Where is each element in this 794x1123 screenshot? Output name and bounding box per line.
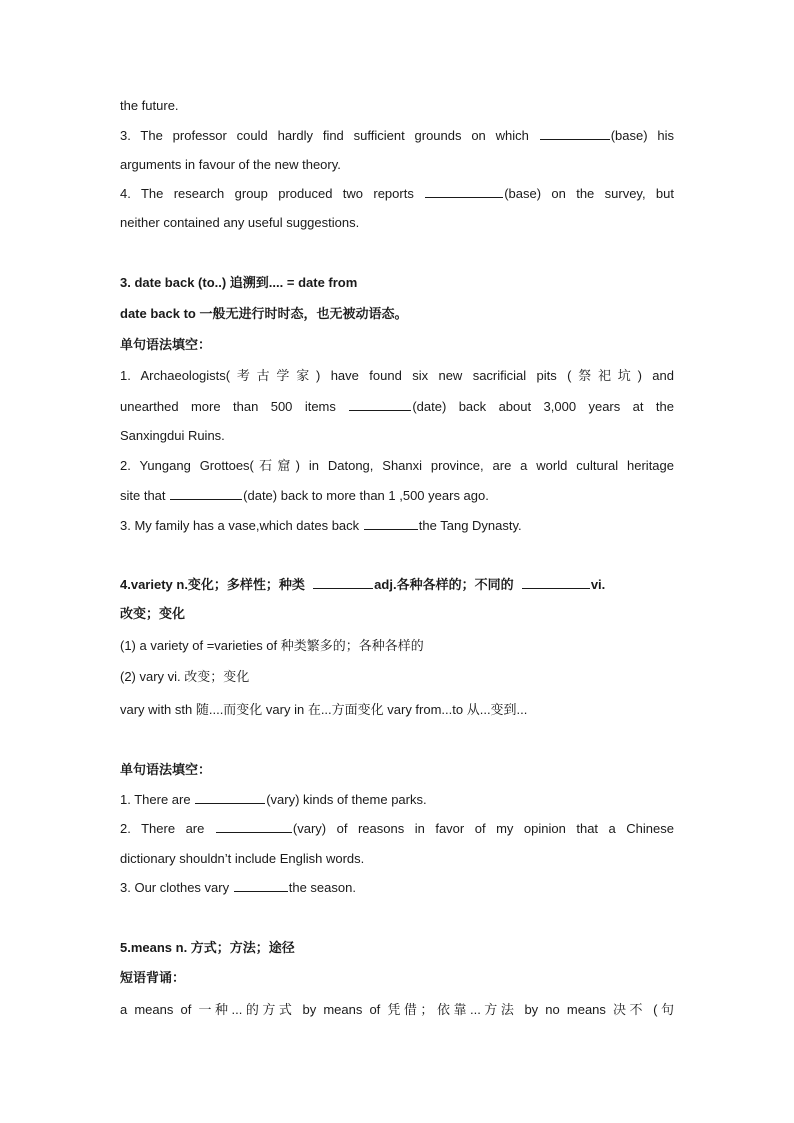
answer-blank[interactable] xyxy=(216,820,292,833)
exercise-item xyxy=(120,398,674,416)
text-line: (1) a variety of =varieties of 种类繁多的；各种各样的 xyxy=(120,638,424,653)
question-text: (vary) kinds of theme parks. xyxy=(266,792,427,807)
exercise-item xyxy=(120,879,674,897)
exercise-title: 单句语法填空： xyxy=(120,337,212,352)
exercise-item xyxy=(120,820,674,838)
answer-blank[interactable] xyxy=(425,185,503,198)
answer-blank[interactable] xyxy=(540,127,610,140)
text-line: neither contained any useful suggestions. xyxy=(120,215,360,230)
answer-blank[interactable] xyxy=(364,517,418,530)
recite-title: 短语背诵： xyxy=(120,970,186,985)
text-line: (2) vary vi. 改变；变化 xyxy=(120,669,250,684)
answer-blank[interactable] xyxy=(170,487,242,500)
text-line: Sanxingdui Ruins. xyxy=(120,428,225,443)
exercise-title: 单句语法填空： xyxy=(120,762,212,777)
question-text: 1. There are xyxy=(120,792,191,807)
question-text: 3. The professor could hardly find sufficient grounds on which xyxy=(120,128,529,143)
section-heading-cont: 改变；变化 xyxy=(120,606,186,621)
text-line: arguments in favour of the new theory. xyxy=(120,157,341,172)
question-text: 4. The research group produced two reports xyxy=(120,186,414,201)
section-heading: 5.means n. 方式；方法；途径 xyxy=(120,940,295,955)
exercise-item xyxy=(120,791,674,809)
question-text: (date) back to more than 1 ,500 years ago. xyxy=(243,488,489,503)
question-text: 2. There are xyxy=(120,821,205,836)
question-text: (vary) of reasons in favor of my opinion that a Chinese xyxy=(292,821,674,836)
question-text: the Tang Dynasty. xyxy=(418,518,522,533)
question-text: the season. xyxy=(288,880,356,895)
answer-blank[interactable] xyxy=(234,879,288,892)
text-line: dictionary shouldn’t include English words. xyxy=(120,851,365,866)
question-text: 3. Our clothes vary xyxy=(120,880,230,895)
question-text: unearthed more than 500 items xyxy=(120,399,336,414)
text-line: vary with sth 随....而变化 vary in 在...方面变化 vary from...to 从...变到... xyxy=(120,702,528,717)
question-hint: (base) on the survey, but xyxy=(504,186,674,201)
heading-part: 4.variety n.变化；多样性；种类 xyxy=(120,577,305,592)
text-line: a means of 一种...的方式 by means of 凭借；依靠...方法 by no means 决不 (句 xyxy=(120,1002,674,1017)
exercise-item: 2. Yungang Grottoes(石窟) in Datong, Shanxi province, are a world cultural heritage xyxy=(120,458,674,473)
usage-note: date back to 一般无进行时时态，也无被动语态。 xyxy=(120,306,408,321)
exercise-item xyxy=(120,127,674,145)
question-text: 3. My family has a vase,which dates back xyxy=(120,518,360,533)
answer-blank[interactable] xyxy=(349,398,411,411)
exercise-item xyxy=(120,185,674,203)
question-hint: (base) his xyxy=(610,128,674,143)
answer-blank[interactable] xyxy=(522,576,590,589)
question-text: site that xyxy=(120,488,166,503)
exercise-item xyxy=(120,487,674,505)
answer-blank[interactable] xyxy=(313,576,373,589)
heading-part: vi. xyxy=(590,577,606,592)
text-line: the future. xyxy=(120,98,179,113)
answer-blank[interactable] xyxy=(195,791,265,804)
heading-part: adj.各种各样的；不同的 xyxy=(374,577,514,592)
exercise-item: 1. Archaeologists(考古学家) have found six new sacrificial pits (祭祀坑) and xyxy=(120,368,674,383)
exercise-item xyxy=(120,517,674,535)
section-heading xyxy=(120,576,674,594)
section-heading: 3. date back (to..) 追溯到.... = date from xyxy=(120,275,358,290)
question-text: (date) back about 3,000 years at the xyxy=(412,399,674,414)
